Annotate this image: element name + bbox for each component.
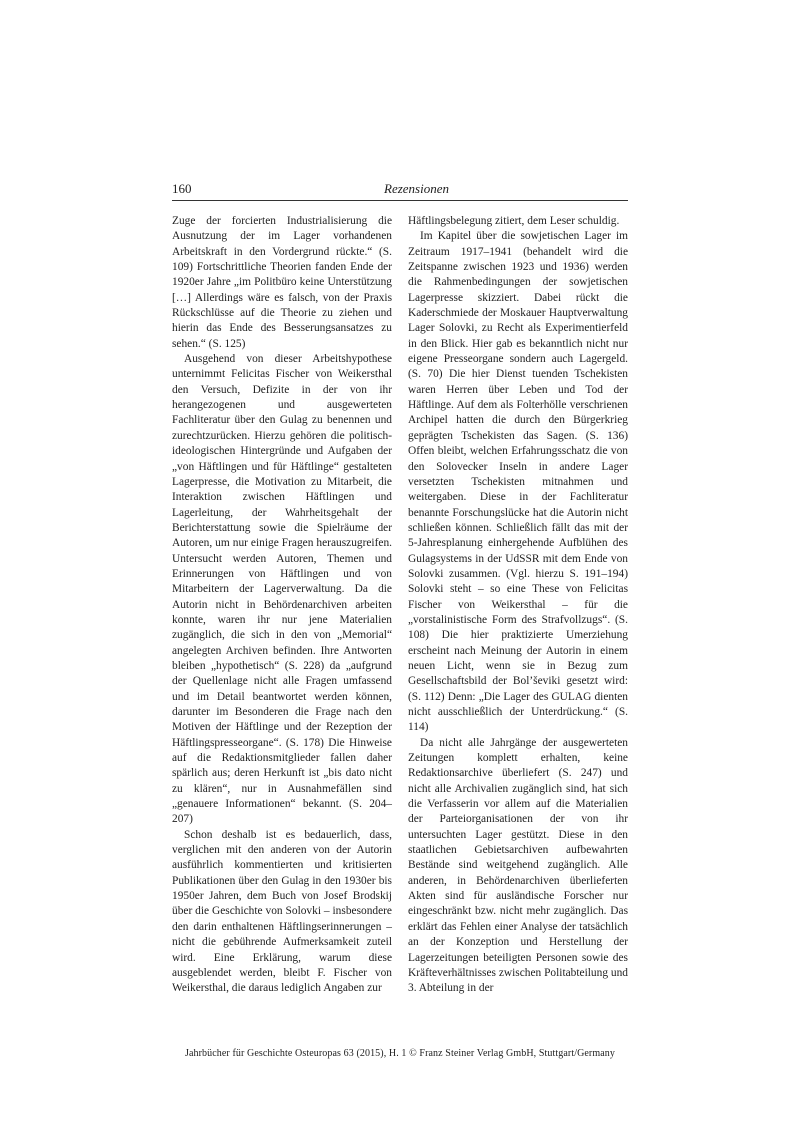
page-number: 160 [172,181,192,196]
page-header [172,180,628,201]
paragraph: Schon deshalb ist es bedauerlich, dass, verglichen mit den anderen von der Autorin ausführlich kommentierten und kritisierten Publikationen über den Gulag in den 1930er bis 1950er Jahren, dem Buch von Josef Brodskij über die Geschichte von Solovki – insbesondere den darin enthaltenen Häftlingserinnerungen – nicht die gebührende Aufmerksamkeit zuteil wird. Eine Erklärung, warum diese ausgeblendet werden, bleibt F. Fischer von Weikersthal, die daraus lediglich Angaben zur [172,828,392,995]
paragraph: Zuge der forcierten Industrialisierung die Ausnutzung der im Lager vorhandenen Arbeitskraft in den Vordergrund rückte.“ (S. 109) Fortschrittliche Theorien fanden Ende der 1920er Jahre „im Politbüro keine Unterstützung […] Allerdings wäre es falsch, von der Praxis Rückschlüsse auf die Theorie zu ziehen und hierin das Ende des Besserungsansatzes zu sehen.“ (S. 125) [172,215,392,350]
paragraph: Da nicht alle Jahrgänge der ausgewerteten Zeitungen komplett erhalten, keine Redaktionsarchive überliefert (S. 247) und nicht alle Archivalien zugänglich sind, hat sich die Verfasserin vor allem auf die Materialien der Parteiorganisationen der von ihr untersuchten Lager gestützt. Diese in den staatlichen Gebietsarchiven aufbewahrten Bestände sind weitgehend zugänglich. Alle anderen, in Behördenarchiven überlieferten Akten sind für ausländische Forscher nur eingeschränkt bzw. nicht mehr zugänglich. Das erklärt das Fehlen einer Analyse der tatsächlich an der Konzeption und Herstellung der Lagerzeitungen beteiligten Personen sowie des Kräfteverhältnisses zwischen Politabteilung und 3. Abteilung in der [408,736,628,995]
page-footer: Jahrbücher für Geschichte Osteuropas 63 (2015), H. 1 © Franz Steiner Verlag GmbH, Stuttgart/Germany [185,1048,615,1059]
right-column [408,214,628,997]
paragraph: Im Kapitel über die sowjetischen Lager im Zeitraum 1917–1941 (behandelt wird die Zeitspanne zwischen 1923 und 1936) werden die Rahmenbedingungen der sowjetischen Lagerpresse skizziert. Dabei rückt die Kaderschmiede der Moskauer Hauptverwaltung Lager Solovki, zu Recht als Experimentierfeld in den Blick. Hier gab es bekanntlich nicht nur eigene Presseorgane sondern auch Lagergeld. (S. 70) Die hier Dienst tuenden Tschekisten waren Herren über Leben und Tod der Häftlinge. Auf dem als Folterhölle verschrienen Archipel hatten die durch den Bürgerkrieg geprägten Tschekisten das Sagen. (S. 136) Offen bleibt, welchen Erfahrungsschatz die von den Solovecker Inseln in andere Lager versetzten Tschekisten mitnahmen und weitergaben. Diese in der Fachliteratur benannte Forschungslücke hat die Autorin nicht schließen können. Schließlich fällt das mit der 5-Jahresplanung einhergehende Aufblühen des Gulagsystems in der UdSSR mit dem Ende von Solovki zusammen. (Vgl. hierzu S. 191–194) Solovki steht – so eine These von Felicitas Fischer von Weikersthal – für die „vorstalinistische Form des Strafvollzugs“. (S. 108) Die hier praktizierte Umerziehung erscheint nach Meinung der Autorin in einem neuen Licht, wenn sie in Bezug zum Gesellschaftsbild der Bol’ševiki gesetzt wird: (S. 112) Denn: „Die Lager des GULAG dienten nicht ausschließlich der Unterdrückung.“ (S. 114) [408,230,628,734]
paragraph: Ausgehend von dieser Arbeitshypothese unternimmt Felicitas Fischer von Weikersthal den Versuch, Defizite in der von ihr herangezogenen und ausgewerteten Fachliteratur über den Gulag zu benennen und zurechtzurücken. Hierzu gehören die politisch-ideologischen Hintergründe und Aufgaben der „von Häftlingen und für Häftlinge“ gestalteten Lagerpresse, die Motivation zu Mitarbeit, die Interaktion zwischen Häftlingen und Lagerleitung, der Wahrheitsgehalt der Berichterstattung sowie die Spielräume der Autoren, um nur einige Fragen herauszugreifen. Untersucht werden Autoren, Themen und Erinnerungen von Häftlingen und von Mitarbeitern der Lagerverwaltung. Da die Autorin nicht in Behördenarchiven arbeiten konnte, waren ihr nur jene Materialien zugänglich, die sich in den von „Memorial“ angelegten Archiven befinden. Ihre Antworten bleiben „hypothetisch“ (S. 228) da „aufgrund der Quellenlage nicht alle Fragen umfassend und im Detail beantwortet werden können, darunter im Besonderen die Frage nach den Motiven der Häftlinge und der Rezeption der Häftlingspresseorgane“. (S. 178) Die Hinweise auf die Redaktionsmitglieder fallen daher spärlich aus; deren Herkunft ist „bis dato nicht zu klären“, nur in Ausnahmefällen sind „genauere Informationen“ bekannt. (S. 204–207) [172,353,392,826]
paragraph: Häftlingsbelegung zitiert, dem Leser schuldig. [408,215,620,227]
left-column [172,214,392,997]
running-title: Rezensionen [384,181,449,196]
